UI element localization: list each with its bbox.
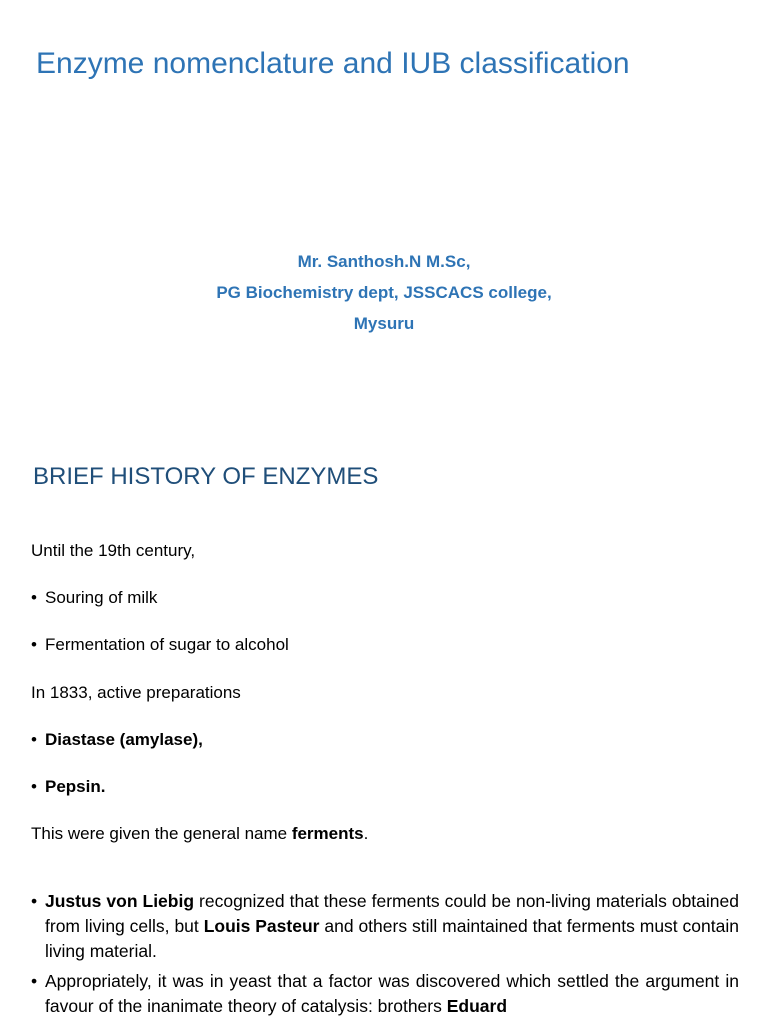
section-title: BRIEF HISTORY OF ENZYMES xyxy=(33,463,379,490)
pasteur-text: and others still maintained that ferments must contain living material. xyxy=(45,916,739,961)
bullet-dot-icon: • xyxy=(31,891,38,911)
pasteur-name: Louis Pasteur xyxy=(203,916,320,936)
liebig-text: recognized that these ferments could be non-living materials obtained from living cells, but xyxy=(45,891,739,936)
yeast-paragraph xyxy=(31,969,739,1019)
author-block xyxy=(0,246,768,339)
amylase-term: (amylase), xyxy=(119,730,203,749)
ferments-term: ferments xyxy=(291,824,364,843)
intro-text: Until the 19th century, xyxy=(31,541,196,560)
bullet-dot-icon: • xyxy=(31,730,37,749)
bullet-item xyxy=(31,586,739,610)
liebig-name: Justus von Liebig xyxy=(45,891,195,911)
bullet-text: Souring of milk xyxy=(45,588,158,607)
liebig-paragraph xyxy=(31,889,739,964)
bullet-dot-icon: • xyxy=(31,635,37,654)
bullet-dot-icon: • xyxy=(31,588,37,607)
general-name-prefix: This were given the general name xyxy=(31,824,292,843)
diastase-term: Diastase xyxy=(45,730,115,749)
general-name-suffix: . xyxy=(363,824,369,843)
bullet-text: Fermentation of sugar to alcohol xyxy=(45,635,289,654)
author-name: Mr. Santhosh.N M.Sc, xyxy=(297,252,471,271)
bullet-dot-icon: • xyxy=(31,971,38,991)
bullet-item xyxy=(31,728,739,752)
author-city: Mysuru xyxy=(353,314,415,333)
author-department: PG Biochemistry dept, JSSCACS college, xyxy=(216,283,552,302)
year-text: In 1833, active preparations xyxy=(31,683,241,702)
bullet-dot-icon: • xyxy=(31,777,37,796)
bullet-item xyxy=(31,775,739,799)
bullet-item xyxy=(31,633,739,657)
general-name-text xyxy=(31,822,739,846)
pepsin-term: Pepsin. xyxy=(45,777,106,796)
eduard-name: Eduard xyxy=(446,996,508,1016)
yeast-text: Appropriately, it was in yeast that a factor was discovered which settled the argument in favour of the inanimate theory of catalysis: brothers xyxy=(45,971,739,1016)
slide-title: Enzyme nomenclature and IUB classification xyxy=(36,47,630,80)
